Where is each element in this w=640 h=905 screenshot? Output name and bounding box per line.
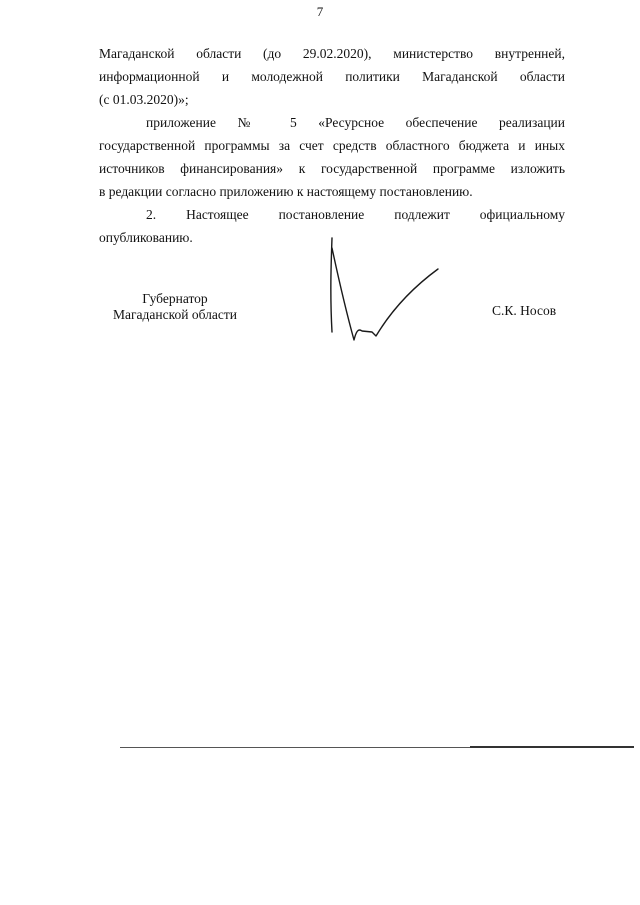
- page-number: 7: [316, 4, 324, 19]
- signatory-position: [105, 291, 245, 323]
- paragraph1-line2: информационной и молодежной политики Магаданской области: [99, 69, 565, 84]
- handwritten-signature: [322, 236, 452, 346]
- paragraph2-line4: в редакции согласно приложению к настоящему постановлению.: [99, 184, 473, 199]
- paragraph1-line3: (с 01.03.2020)»;: [99, 92, 189, 107]
- paragraph2-line3: источников финансирования» к государственной программе изложить: [99, 161, 565, 176]
- bottom-divider-thick: [470, 746, 634, 748]
- paragraph3-line2: опубликованию.: [99, 230, 193, 245]
- document-body: [99, 42, 565, 249]
- signatory-position-line2: Магаданской области: [113, 307, 237, 322]
- paragraph2-line1: приложение № 5 «Ресурсное обеспечение реализации: [146, 115, 565, 130]
- paragraph3-line1: 2. Настоящее постановление подлежит официальному: [146, 207, 565, 222]
- signatory-position-line1: Губернатор: [142, 291, 208, 306]
- paragraph2-line2: государственной программы за счет средств областного бюджета и иных: [99, 138, 565, 153]
- paragraph1-line1: Магаданской области (до 29.02.2020), министерство внутренней,: [99, 46, 565, 61]
- signatory-name: С.К. Носов: [492, 303, 557, 318]
